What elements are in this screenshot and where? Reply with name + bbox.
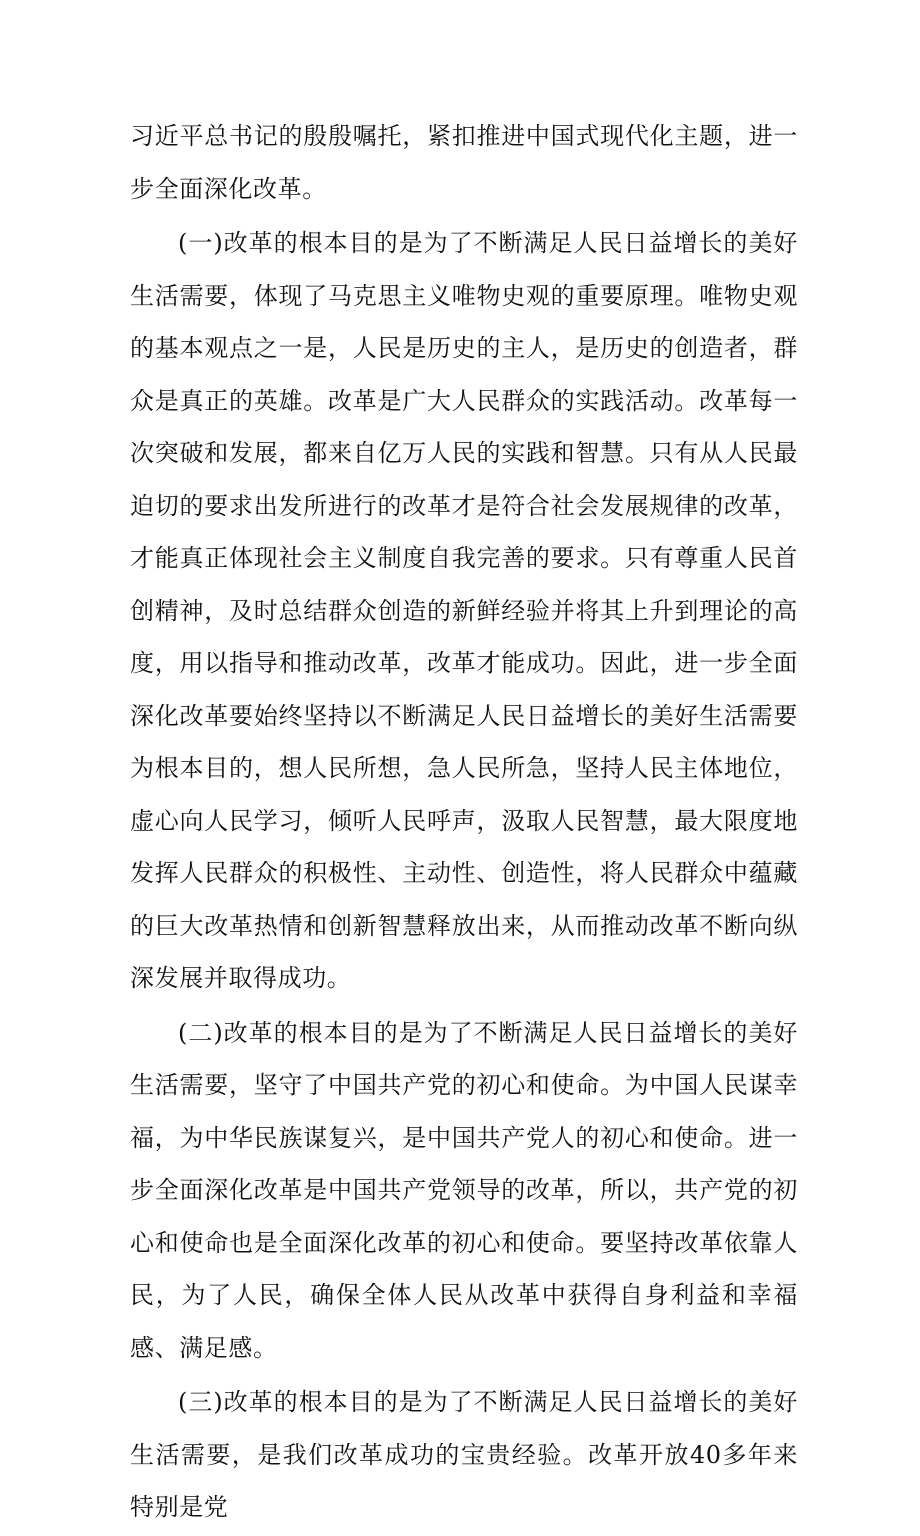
paragraph-section-1: (一)改革的根本目的是为了不断满足人民日益增长的美好生活需要，体现了马克思主义唯物史观的重要原理。唯物史观的基本观点之一是，人民是历史的主人，是历史的创造者，群众是真正的英雄。改革是广大人民群众的实践活动。改革每一次突破和发展，都来自亿万人民的实践和智慧。只有从人民最迫切的要求出发所进行的改革才是符合社会发展规律的改革，才能真正体现社会主义制度自我完善的要求。只有尊重人民首创精神，及时总结群众创造的新鲜经验并将其上升到理论的高度，用以指导和推动改革，改革才能成功。因此，进一步全面深化改革要始终坚持以不断满足人民日益增长的美好生活需要为根本目的，想人民所想，急人民所急，坚持人民主体地位，虚心向人民学习，倾听人民呼声，汲取人民智慧，最大限度地发挥人民群众的积极性、主动性、创造性，将人民群众中蕴藏的巨大改革热情和创新智慧释放出来，从而推动改革不断向纵深发展并取得成功。	[130, 229, 798, 992]
paragraph-section-3: (三)改革的根本目的是为了不断满足人民日益增长的美好生活需要，是我们改革成功的宝贵经验。改革开放40多年来特别是党	[130, 1388, 798, 1521]
paragraph-section-2: (二)改革的根本目的是为了不断满足人民日益增长的美好生活需要，坚守了中国共产党的初心和使命。为中国人民谋幸福，为中华民族谋复兴，是中国共产党人的初心和使命。进一步全面深化改革是中国共产党领导的改革，所以，共产党的初心和使命也是全面深化改革的初心和使命。要坚持改革依靠人民，为了人民，确保全体人民从改革中获得自身利益和幸福感、满足感。	[130, 1018, 798, 1362]
document-body	[130, 110, 798, 1536]
paragraph-continuation: 习近平总书记的殷殷嘱托，紧扣推进中国式现代化主题，进一步全面深化改革。	[130, 122, 798, 203]
